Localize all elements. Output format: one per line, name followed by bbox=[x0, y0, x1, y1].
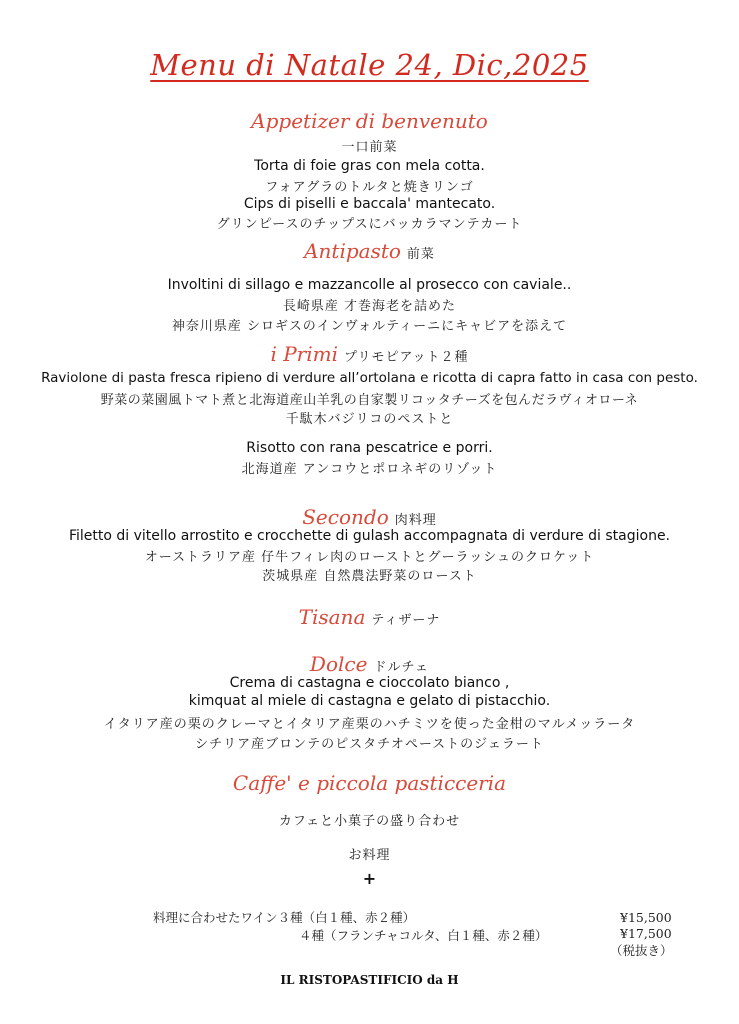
restaurant-name: IL RISTOPASTIFICIO da H bbox=[280, 973, 459, 987]
plus-sign: + bbox=[362, 869, 377, 888]
secondo-heading-line bbox=[0, 505, 739, 529]
primi-item-2-it: Risotto con rana pescatrice e porri. bbox=[246, 440, 493, 456]
caffe-heading: Caffe' e piccola pasticceria bbox=[232, 771, 507, 795]
antipasto-heading-line bbox=[0, 239, 739, 263]
antipasto-subtitle: 前菜 bbox=[406, 247, 435, 262]
wine-option-2: ４種（フランチャコルタ、白１種、赤２種） bbox=[299, 928, 548, 943]
dolce-jp-1: イタリア産の栗のクレーマとイタリア産栗のハチミツを使った金柑のマルメッラータ bbox=[103, 717, 636, 732]
menu-title: Menu di Natale 24, Dic,2025 bbox=[150, 48, 589, 82]
dolce-it-1: Crema di castagna e cioccolato bianco , bbox=[229, 675, 510, 691]
primi-item-1-jp-1: 野菜の菜園風トマト煮と北海道産山羊乳の自家製リコッタチーズを包んだラヴィオローネ bbox=[100, 393, 639, 408]
caffe-heading-line bbox=[0, 771, 739, 795]
antipasto-heading: Antipasto bbox=[304, 239, 401, 263]
dolce-it-2: kimquat al miele di castagna e gelato di pistacchio. bbox=[188, 693, 551, 709]
primi-subtitle: プリモピアット２種 bbox=[343, 350, 469, 365]
appetizer-heading: Appetizer di benvenuto bbox=[251, 109, 488, 133]
secondo-subtitle: 肉料理 bbox=[394, 513, 437, 528]
appetizer-subtitle: 一口前菜 bbox=[341, 140, 398, 155]
price-1: ¥15,500 bbox=[620, 910, 672, 925]
antipasto-jp-1: 長崎県産 才巻海老を詰めた bbox=[282, 299, 457, 314]
appetizer-item-2-jp: グリンピースのチップスにバッカラマンテカート bbox=[216, 217, 523, 232]
secondo-it: Filetto di vitello arrostito e crocchette di gulash accompagnata di verdure di stagione. bbox=[68, 528, 671, 544]
caffe-subtitle: カフェと小菓子の盛り合わせ bbox=[278, 814, 461, 829]
price-2: ¥17,500 bbox=[620, 926, 672, 941]
wine-option-1: 料理に合わせたワイン３種（白１種、赤２種） bbox=[153, 910, 416, 925]
antipasto-jp-2: 神奈川県産 シロギスのインヴォルティーニにキャビアを添えて bbox=[171, 319, 568, 334]
tisana-heading: Tisana bbox=[298, 605, 366, 629]
secondo-jp-2: 茨城県産 自然農法野菜のロースト bbox=[262, 569, 477, 584]
food-label: お料理 bbox=[348, 848, 391, 863]
dolce-jp-2: シチリア産ブロンテのピスタチオペーストのジェラート bbox=[195, 737, 544, 752]
primi-heading: i Primi bbox=[270, 342, 338, 366]
tisana-heading-line bbox=[0, 605, 739, 629]
tax-note: （税抜き） bbox=[610, 943, 673, 958]
dolce-heading-line bbox=[0, 652, 739, 676]
appetizer-item-2-it: Cips di piselli e baccala' mantecato. bbox=[243, 196, 496, 212]
tisana-subtitle: ティザーナ bbox=[371, 613, 441, 628]
dolce-subtitle: ドルチェ bbox=[373, 660, 430, 675]
primi-item-1-jp-2: 千駄木バジリコのペストと bbox=[285, 412, 454, 427]
appetizer-item-1-jp: フォアグラのトルタと焼きリンゴ bbox=[265, 180, 474, 195]
primi-item-2-jp: 北海道産 アンコウとポロネギのリゾット bbox=[241, 462, 498, 477]
dolce-heading: Dolce bbox=[309, 652, 368, 676]
appetizer-heading-line bbox=[0, 109, 739, 133]
secondo-jp-1: オーストラリア産 仔牛フィレ肉のローストとグーラッシュのクロケット bbox=[144, 550, 595, 565]
secondo-heading: Secondo bbox=[302, 505, 389, 529]
appetizer-item-1-it: Torta di foie gras con mela cotta. bbox=[254, 158, 485, 174]
primi-heading-line bbox=[0, 342, 739, 366]
primi-item-1-it: Raviolone di pasta fresca ripieno di verdure all’ortolana e ricotta di capra fatto in casa con pesto. bbox=[41, 370, 698, 386]
antipasto-it: Involtini di sillago e mazzancolle al prosecco con caviale.. bbox=[167, 277, 572, 293]
